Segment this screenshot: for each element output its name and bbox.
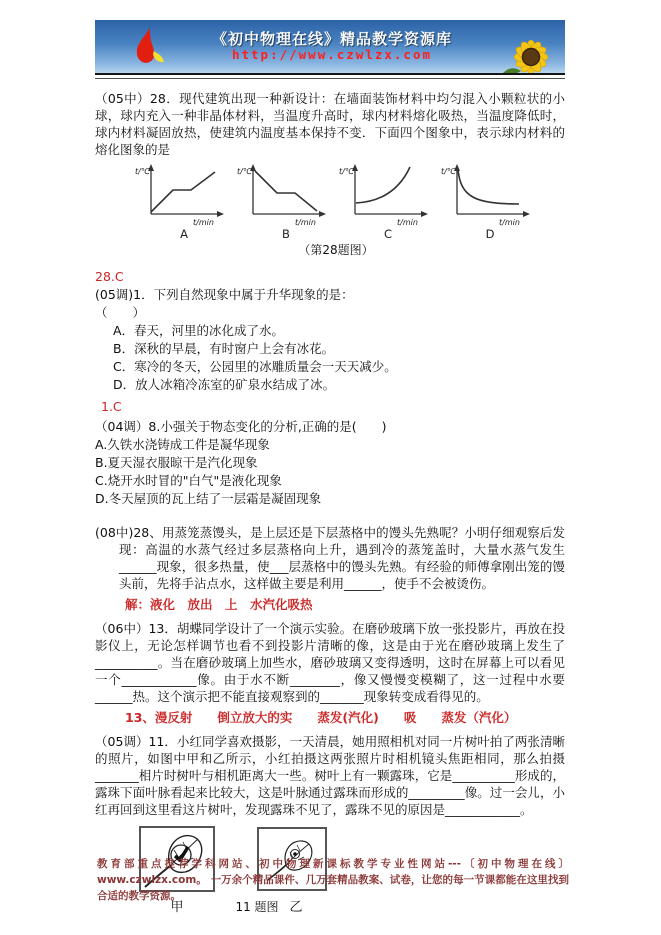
option-c: C.烧开水时冒的"白气"是液化现象 [95, 473, 282, 488]
figure-28-graphs [135, 162, 537, 240]
graph-option-a [135, 162, 233, 240]
question-13-text: （06中）13．胡蝶同学设计了一个演示实验。在磨砂玻璃下放一张投影片，再放在投影仪上，无论怎样调节也看不到投影片清晰的像，这是由于光在磨砂玻璃上发生了__________。当在磨砂玻璃上加些水，磨砂玻璃又变得透明，这时在屏幕上可以看见一个____________像。由于水不断________，像又慢慢变模糊了，这一过程中水要______热。这个演示把不能直接观察到的_______现象转变成看得见的。 [95, 621, 565, 704]
graph-option-c [339, 162, 437, 240]
option-d: D．放人冰箱冷冻室的矿泉水结成了冰。 [113, 377, 336, 392]
answer-28b: 解：液化 放出 上 水汽化吸热 [125, 597, 313, 612]
y-axis-label: t/℃ [441, 167, 456, 176]
site-footer-text: 教育部重点推荐学科网站、初中物理新课标教学专业性网站---〔初中物理在线〕www.czwlzx.com。 一万余个精品课件、几万套精品教案、试卷，让您的每一节课都能在这里找到合适的教学资源。 [97, 858, 569, 902]
site-banner [95, 20, 565, 75]
option-d: D.冬天屋顶的瓦上结了一层霜是凝固现象 [95, 491, 322, 506]
y-axis-label: t/℃ [339, 167, 354, 176]
graph-letter: C [383, 227, 393, 241]
question-28b-text: (08中)28、用蒸笼蒸馒头，是上层还是下层蒸格中的馒头先熟呢？小明仔细观察后发现：高温的水蒸气经过多层蒸格向上升，遇到冷的蒸笼盖时，大量水蒸气发生______现象，很多热量，使___层蒸格中的馒头先熟。有经验的师傅拿刚出笼的馒头前，先将手沾点水，这样做主要是利用______，使手不会被烫伤。 [95, 525, 565, 591]
graph-option-b [237, 162, 335, 240]
banner-divider [95, 78, 565, 79]
sunflower-icon [497, 31, 561, 76]
x-axis-label: t/min [193, 218, 214, 227]
graph-option-d [441, 162, 539, 240]
question-28-text: （05中）28．现代建筑出现一种新设计：在墙面装饰材料中均匀混入小颗粒状的小球，球内充入一种非晶体材料，当温度升高时，球内材料熔化吸热，当温度降低时，球内材料凝固放热，使建筑内温度基本保持不变．下面四个图象中，表示球内材料的熔化图象的是 [95, 91, 565, 157]
answer-1: 1.C [101, 399, 122, 414]
answer-bracket: （ ） [95, 305, 146, 320]
y-axis-label: t/℃ [237, 167, 252, 176]
question-11-text: （05调）11．小红同学喜欢摄影，一天清晨，她用照相机对同一片树叶拍了两张清晰的照片，如图中甲和乙所示，小红拍摄这两张照片时相机镜头焦距相同，那么拍摄_______相片时树叶与相机距离大一些。树叶上有一颗露珠，它是__________形成的，露珠下面叶脉看起来比较大，这是叶脉通过露珠而形成的_________像。过一会儿，小红再回到这里看这片树叶，发现露珠不见了，露珠不见的原因是____________。 [95, 734, 565, 817]
cooling-curve-b [237, 162, 335, 228]
rising-curve-c [339, 162, 437, 228]
site-title: 《初中物理在线》精品教学资源库 [211, 29, 452, 48]
x-axis-label: t/min [499, 218, 520, 227]
decay-curve-d [441, 162, 539, 228]
figure-11-caption: 11 题图 [235, 900, 279, 914]
question-1 [95, 286, 565, 394]
graph-letter: B [282, 227, 290, 241]
answer-13: 13、漫反射 倒立放大的实 蒸发(汽化) 吸 蒸发（汽化） [125, 710, 517, 725]
question-1-head: (05调)1．下列自然现象中属于升华现象的是： [95, 287, 354, 302]
option-b: B.夏天湿衣服晾干是汽化现象 [95, 455, 258, 470]
question-8 [95, 418, 565, 508]
y-axis-label: t/℃ [135, 167, 150, 176]
x-axis-label: t/min [295, 218, 316, 227]
answer-28: 28.C [95, 269, 124, 284]
flame-logo-icon [129, 26, 167, 68]
label-yi: 乙 [289, 900, 303, 915]
graph-letter: D [485, 227, 495, 241]
option-a: A.久铁水浇铸成工件是凝华现象 [95, 437, 270, 452]
figure-28-caption: （第28题图） [298, 243, 374, 257]
option-b: B．深秋的早晨，有时窗户上会有冰花。 [113, 341, 335, 356]
melting-curve-a [135, 162, 233, 228]
question-8-head: （04调）8.小强关于物态变化的分析,正确的是( ) [95, 419, 387, 434]
option-c: C．寒冷的冬天，公园里的冰雕质量会一天天减少。 [113, 359, 397, 374]
question-1-options [95, 322, 565, 394]
banner-text-block [167, 31, 497, 62]
x-axis-label: t/min [397, 218, 418, 227]
graph-letter: A [180, 227, 188, 241]
option-a: A．春天，河里的冰化成了水。 [113, 323, 285, 338]
label-jia: 甲 [170, 900, 184, 915]
site-url[interactable]: http://www.czwlzx.com [231, 47, 433, 63]
